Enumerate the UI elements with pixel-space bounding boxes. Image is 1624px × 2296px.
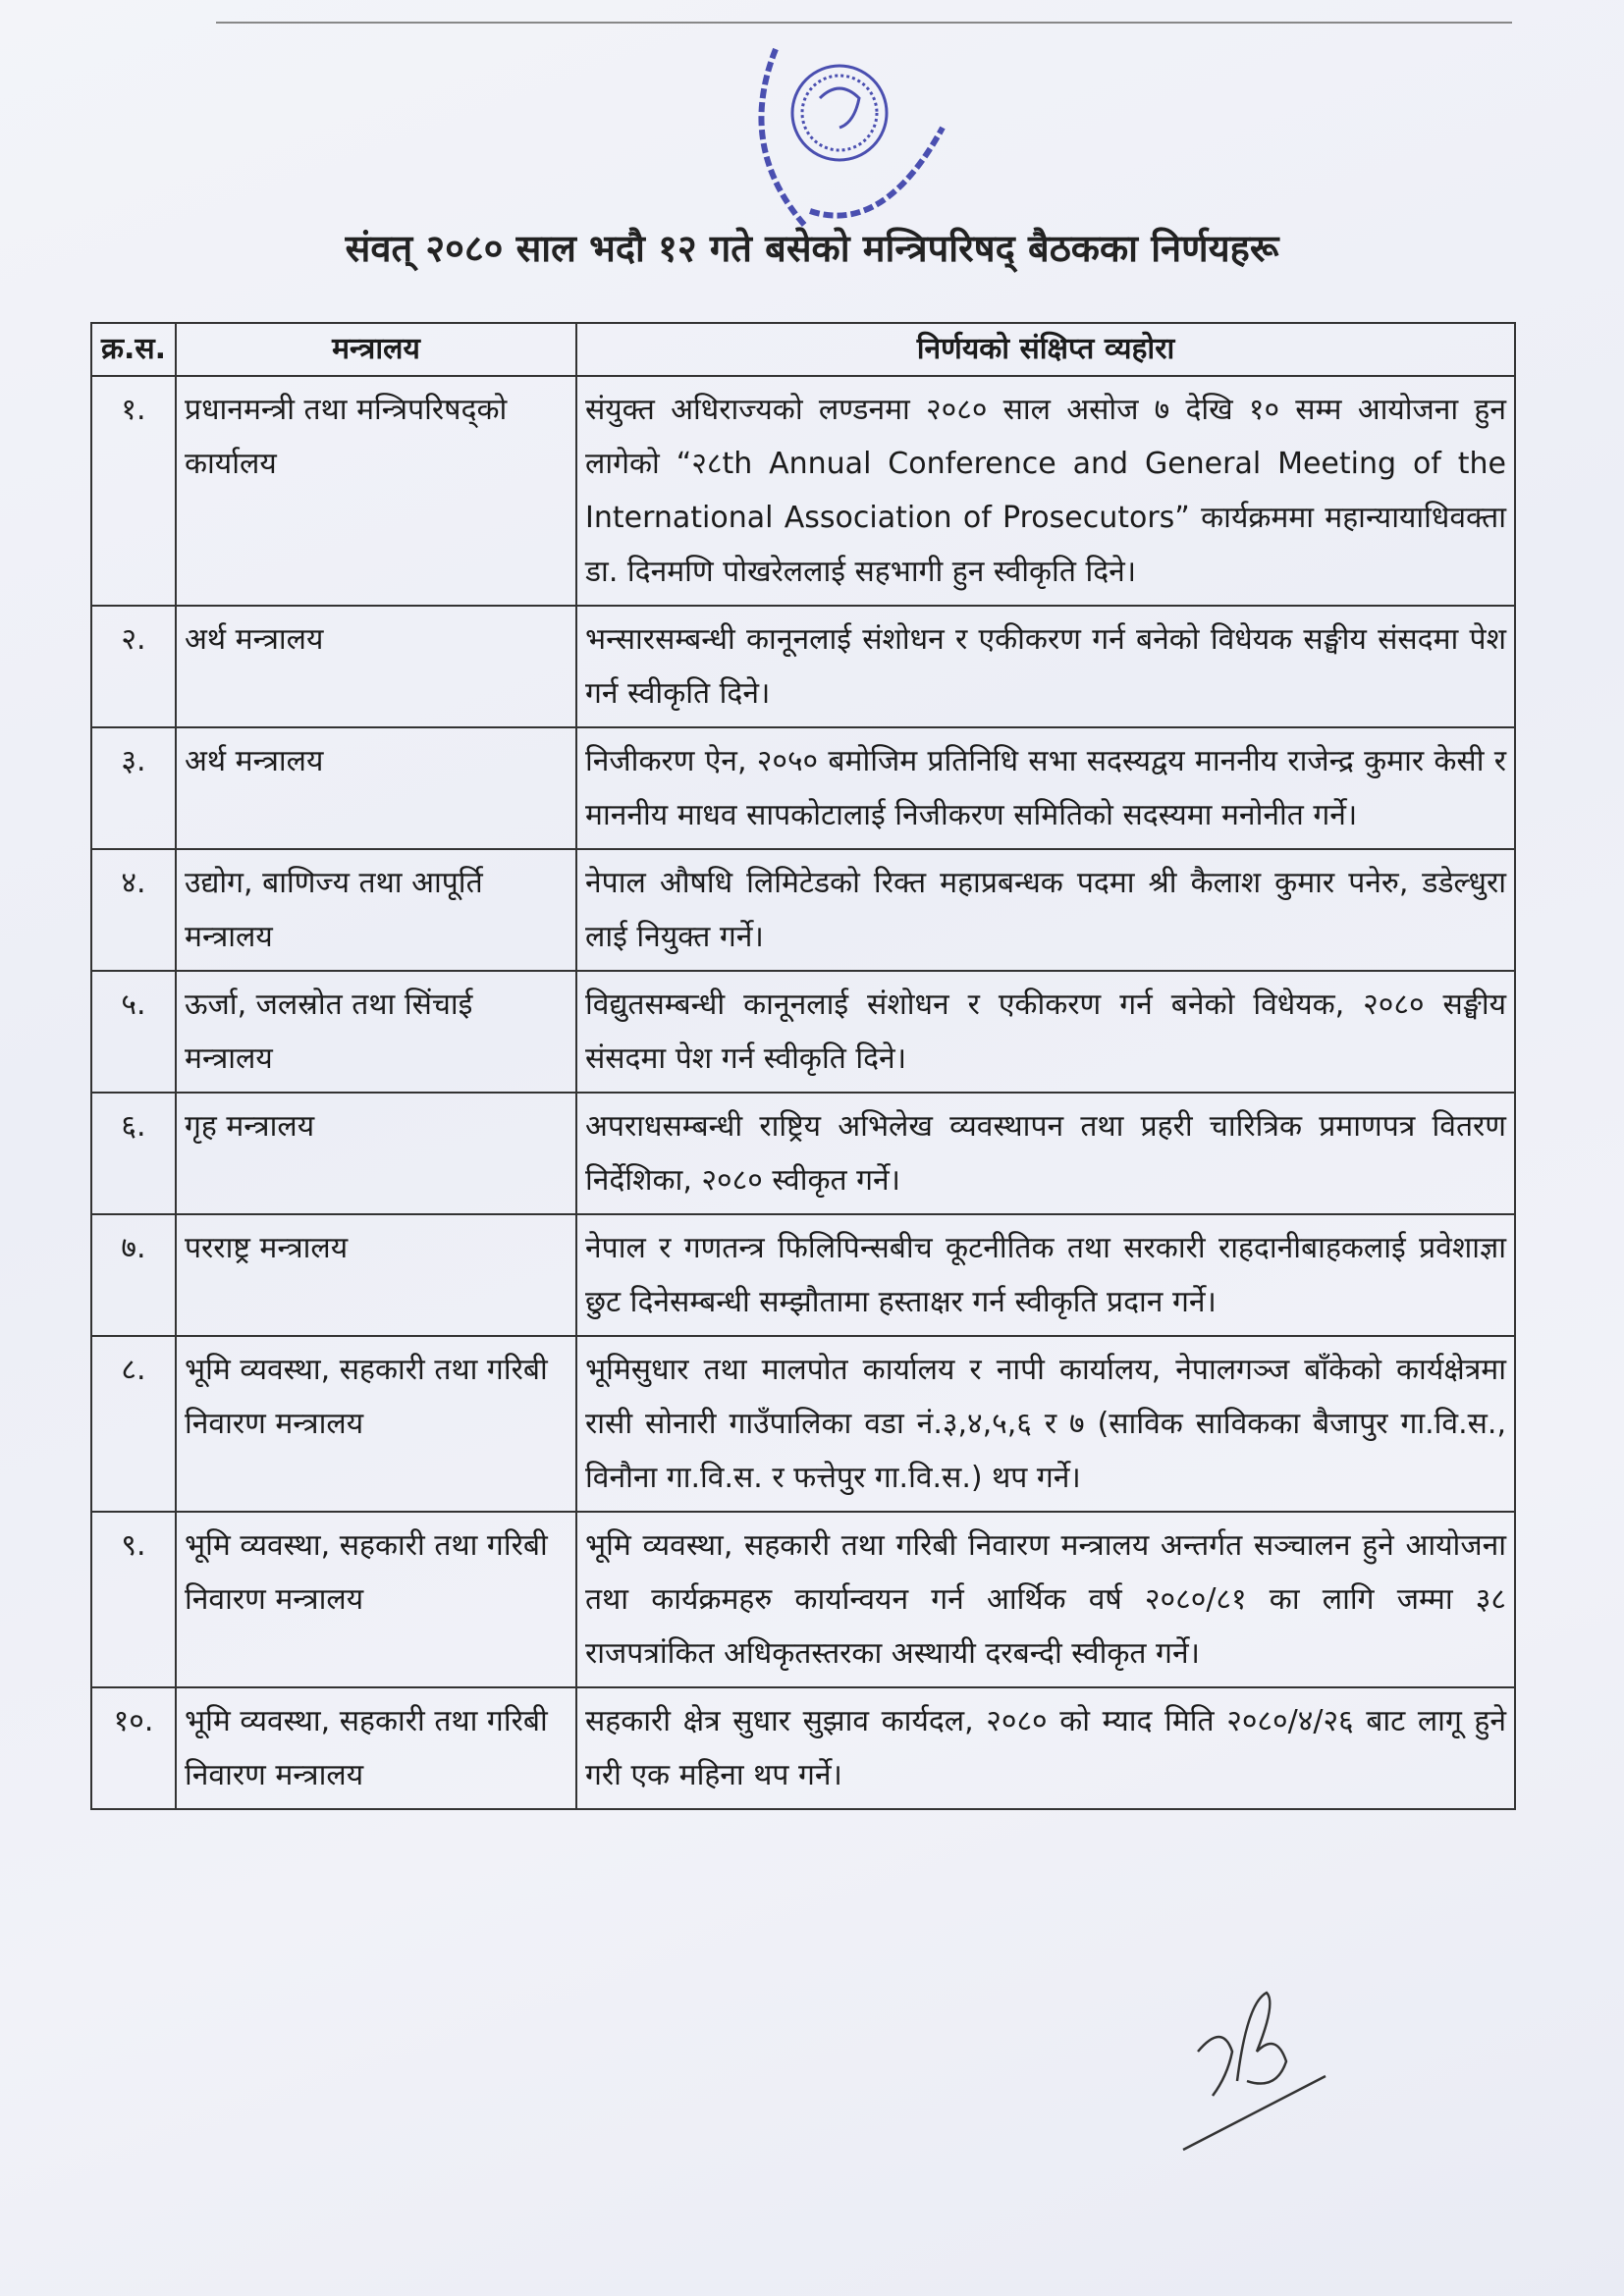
decision-cell: अपराधसम्बन्धी राष्ट्रिय अभिलेख व्यवस्थापन तथा प्रहरी चारित्रिक प्रमाणपत्र वितरण निर्देशिका, २०८० स्वीकृत गर्ने। xyxy=(576,1093,1515,1214)
serial-number: १०. xyxy=(91,1687,176,1809)
ministry-cell: अर्थ मन्त्रालय xyxy=(176,606,576,727)
decision-cell: सहकारी क्षेत्र सुधार सुझाव कार्यदल, २०८० को म्याद मिति २०८०/४/२६ बाट लागू हुने गरी एक महिना थप गर्ने। xyxy=(576,1687,1515,1809)
table-row xyxy=(91,606,1515,727)
serial-number: ८. xyxy=(91,1336,176,1512)
ministry-cell: परराष्ट्र मन्त्रालय xyxy=(176,1214,576,1336)
table-row xyxy=(91,849,1515,971)
ministry-cell: भूमि व्यवस्था, सहकारी तथा गरिबी निवारण मन्त्रालय xyxy=(176,1512,576,1687)
ministry-cell: उद्योग, बाणिज्य तथा आपूर्ति मन्त्रालय xyxy=(176,849,576,971)
decision-cell: संयुक्त अधिराज्यको लण्डनमा २०८० साल असोज ७ देखि १० सम्म आयोजना हुन लागेको “२८th Annual Conference and General Meeting of the International Association of Prosecutors” कार्यक्रममा महान्यायाधिवक्ता डा. दिनमणि पोखरेललाई सहभागी हुन स्वीकृति दिने। xyxy=(576,376,1515,606)
ministry-cell: अर्थ मन्त्रालय xyxy=(176,727,576,849)
decisions-table xyxy=(90,322,1516,1810)
table-row xyxy=(91,376,1515,606)
serial-number: ९. xyxy=(91,1512,176,1687)
table-header-row xyxy=(91,323,1515,376)
table-row xyxy=(91,1512,1515,1687)
table-row xyxy=(91,727,1515,849)
serial-number: १. xyxy=(91,376,176,606)
table-row xyxy=(91,1687,1515,1809)
table-row xyxy=(91,1093,1515,1214)
decision-cell: भन्सारसम्बन्धी कानूनलाई संशोधन र एकीकरण गर्न बनेको विधेयक सङ्घीय संसदमा पेश गर्न स्वीकृति दिने। xyxy=(576,606,1515,727)
government-seal xyxy=(717,39,972,250)
header-ministry: मन्त्रालय xyxy=(176,323,576,376)
serial-number: ४. xyxy=(91,849,176,971)
serial-number: ७. xyxy=(91,1214,176,1336)
header-decision: निर्णयको संक्षिप्त व्यहोरा xyxy=(576,323,1515,376)
ministry-cell: भूमि व्यवस्था, सहकारी तथा गरिबी निवारण मन्त्रालय xyxy=(176,1336,576,1512)
serial-number: ६. xyxy=(91,1093,176,1214)
ministry-cell: गृह मन्त्रालय xyxy=(176,1093,576,1214)
ministry-cell: भूमि व्यवस्था, सहकारी तथा गरिबी निवारण मन्त्रालय xyxy=(176,1687,576,1809)
table-row xyxy=(91,1336,1515,1512)
serial-number: २. xyxy=(91,606,176,727)
decision-cell: भूमि व्यवस्था, सहकारी तथा गरिबी निवारण मन्त्रालय अन्तर्गत सञ्चालन हुने आयोजना तथा कार्यक्रमहरु कार्यान्वयन गर्न आर्थिक वर्ष २०८०/८१ का लागि जम्मा ३८ राजपत्रांकित अधिकृतस्तरका अस्थायी दरबन्दी स्वीकृत गर्ने। xyxy=(576,1512,1515,1687)
decision-cell: विद्युतसम्बन्धी कानूनलाई संशोधन र एकीकरण गर्न बनेको विधेयक, २०८० सङ्घीय संसदमा पेश गर्न स्वीकृति दिने। xyxy=(576,971,1515,1093)
signature xyxy=(1178,1983,1335,2160)
serial-number: ५. xyxy=(91,971,176,1093)
page-title: संवत् २०८० साल भदौ १२ गते बसेको मन्त्रिपरिषद् बैठकका निर्णयहरू xyxy=(345,227,1279,270)
decision-cell: नेपाल औषधि लिमिटेडको रिक्त महाप्रबन्धक पदमा श्री कैलाश कुमार पनेरु, डडेल्धुरा लाई नियुक्त गर्ने। xyxy=(576,849,1515,971)
table-row xyxy=(91,971,1515,1093)
scan-edge-line xyxy=(216,22,1512,24)
table-row xyxy=(91,1214,1515,1336)
serial-number: ३. xyxy=(91,727,176,849)
ministry-cell: ऊर्जा, जलस्रोत तथा सिंचाई मन्त्रालय xyxy=(176,971,576,1093)
ministry-cell: प्रधानमन्त्री तथा मन्त्रिपरिषद्को कार्यालय xyxy=(176,376,576,606)
header-serial: क्र.स. xyxy=(91,323,176,376)
decision-cell: निजीकरण ऐन, २०५० बमोजिम प्रतिनिधि सभा सदस्यद्वय माननीय राजेन्द्र कुमार केसी र माननीय माधव सापकोटालाई निजीकरण समितिको सदस्यमा मनोनीत गर्ने। xyxy=(576,727,1515,849)
decision-cell: भूमिसुधार तथा मालपोत कार्यालय र नापी कार्यालय, नेपालगञ्ज बाँकेको कार्यक्षेत्रमा रासी सोनारी गाउँपालिका वडा नं.३,४,५,६ र ७ (साविक साविकका बैजापुर गा.वि.स., विनौना गा.वि.स. र फत्तेपुर गा.वि.स.) थप गर्ने। xyxy=(576,1336,1515,1512)
decision-cell: नेपाल र गणतन्त्र फिलिपिन्सबीच कूटनीतिक तथा सरकारी राहदानीबाहकलाई प्रवेशाज्ञा छुट दिनेसम्बन्धी सम्झौतामा हस्ताक्षर गर्न स्वीकृति प्रदान गर्ने। xyxy=(576,1214,1515,1336)
